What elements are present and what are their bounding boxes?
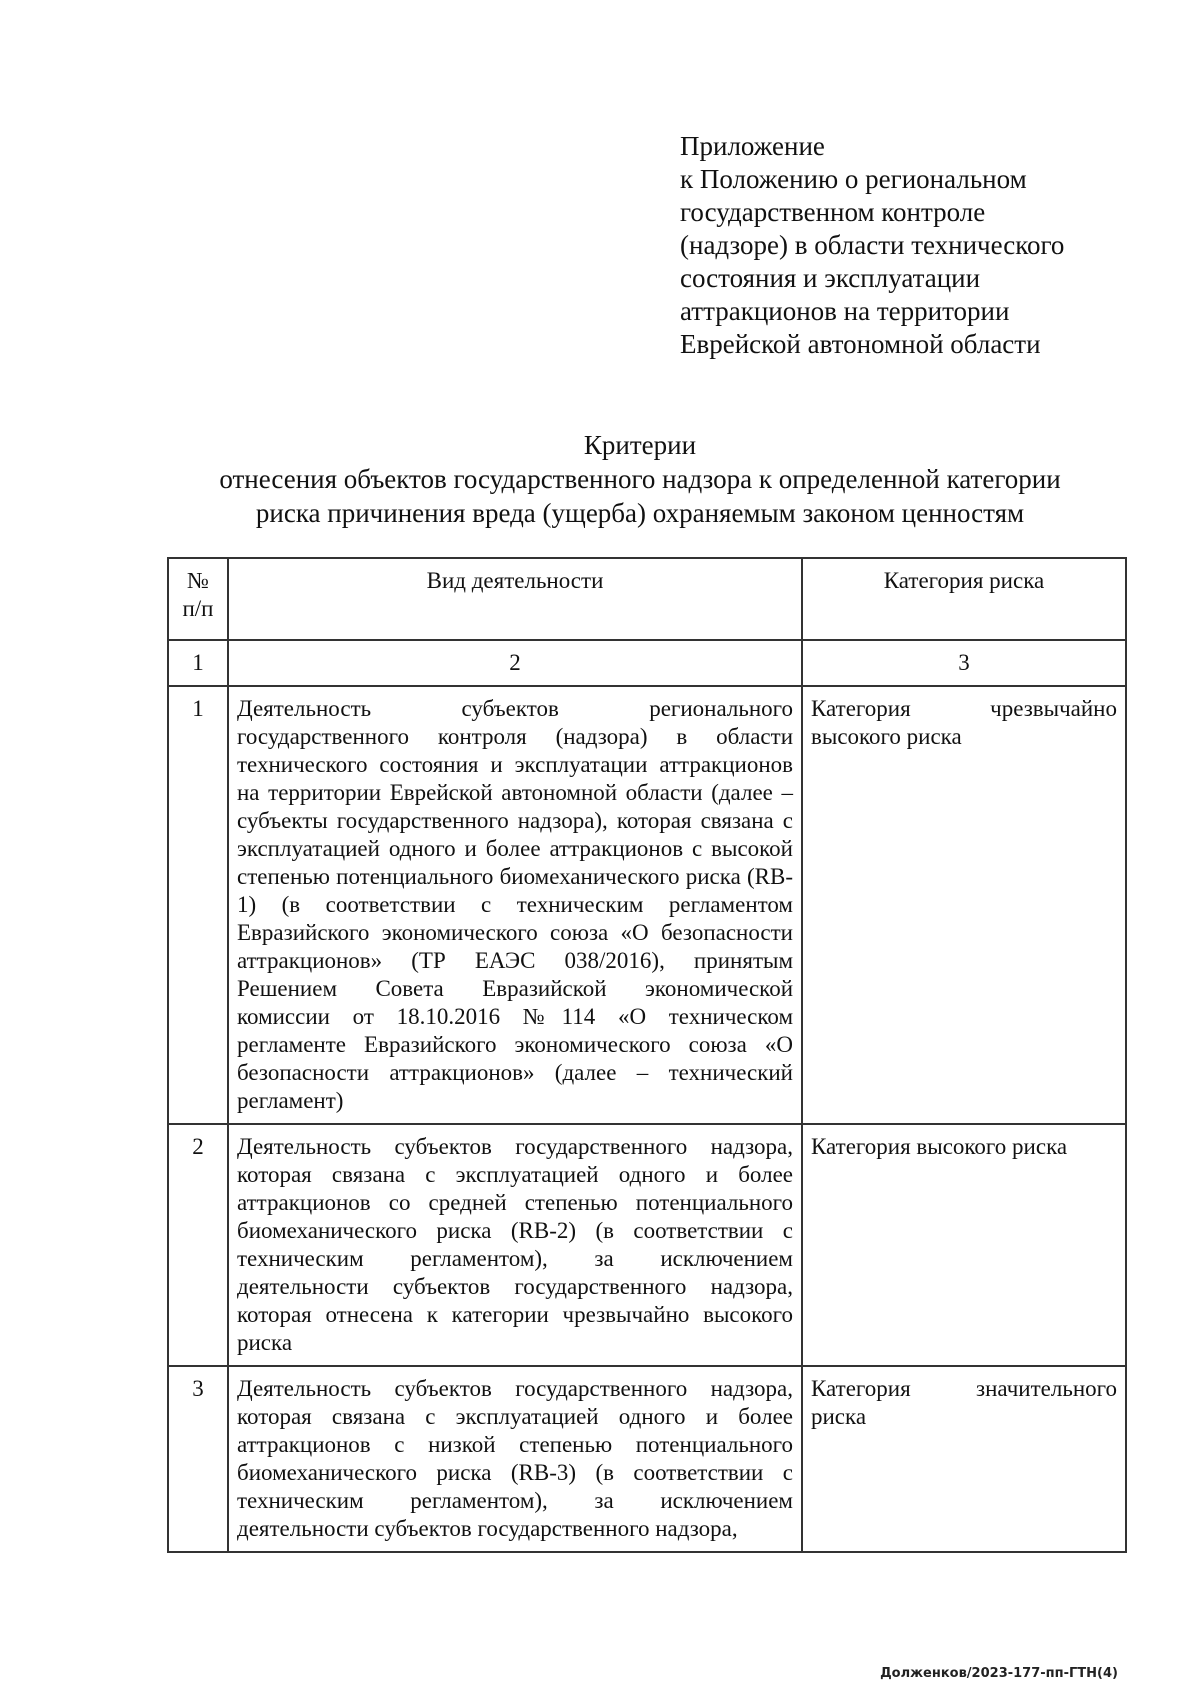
title-line: отнесения объектов государственного надзора к определенной категории <box>219 464 1061 494</box>
row-number: 2 <box>168 1124 228 1366</box>
row-number: 3 <box>168 1366 228 1552</box>
criteria-table <box>167 557 1127 1553</box>
title-line: риска причинения вреда (ущерба) охраняемым законом ценностям <box>255 498 1025 528</box>
table-row <box>168 1366 1126 1552</box>
row-activity: Деятельность субъектов государственного надзора, которая связана с эксплуатацией одного и более аттракционов со средней степенью потенциального биомеханического риска (RB-2) (в соответствии с техническим регламентом), за исключением деятельности субъектов государственного надзора, которая отнесена к категории чрезвычайно высокого риска <box>228 1124 802 1366</box>
document-title <box>160 428 1120 530</box>
annex-line: состояния и эксплуатации <box>680 263 981 293</box>
column-number: 2 <box>228 640 802 686</box>
table-row <box>168 686 1126 1124</box>
annex-line: (надзоре) в области технического <box>680 230 1065 260</box>
document-footer-id: Долженков/2023-177-пп-ГТН(4) <box>880 1666 1118 1681</box>
column-number-row <box>168 640 1126 686</box>
row-activity: Деятельность субъектов государственного надзора, которая связана с эксплуатацией одного и более аттракционов с низкой степенью потенциального биомеханического риска (RB-3) (в соответствии с техническим регламентом), за исключением деятельности субъектов государственного надзора, <box>228 1366 802 1552</box>
table-header-row <box>168 558 1126 640</box>
annex-line: Еврейской автономной области <box>680 329 1041 359</box>
annex-line: к Положению о региональном <box>680 164 1027 194</box>
annex-line: Приложение <box>680 131 825 161</box>
title-heading: Критерии <box>583 430 697 460</box>
row-number: 1 <box>168 686 228 1124</box>
column-number: 3 <box>802 640 1126 686</box>
row-category: Категория чрезвычайно высокого риска <box>802 686 1126 1124</box>
column-number: 1 <box>168 640 228 686</box>
annex-line: государственном контроле <box>680 197 986 227</box>
header-number: № п/п <box>168 558 228 640</box>
row-category: Категория значительного риска <box>802 1366 1126 1552</box>
header-activity: Вид деятельности <box>228 558 802 640</box>
row-activity: Деятельность субъектов регионального государственного контроля (надзора) в области технического состояния и эксплуатации аттракционов на территории Еврейской автономной области (далее – субъекты государственного надзора), которая связана с эксплуатацией одного и более аттракционов с высокой степенью потенциального биомеханического риска (RB-1) (в соответствии с техническим регламентом Евразийского экономического союза «О безопасности аттракционов» (ТР ЕАЭС 038/2016), принятым Решением Совета Евразийской экономической комиссии от 18.10.2016 №114 «О техническом регламенте Евразийского экономического союза «О безопасности аттракционов» (далее – технический регламент) <box>228 686 802 1124</box>
annex-line: аттракционов на территории <box>680 296 1010 326</box>
row-category: Категория высокого риска <box>802 1124 1126 1366</box>
table-row <box>168 1124 1126 1366</box>
header-category: Категория риска <box>802 558 1126 640</box>
annex-block <box>680 130 1140 361</box>
